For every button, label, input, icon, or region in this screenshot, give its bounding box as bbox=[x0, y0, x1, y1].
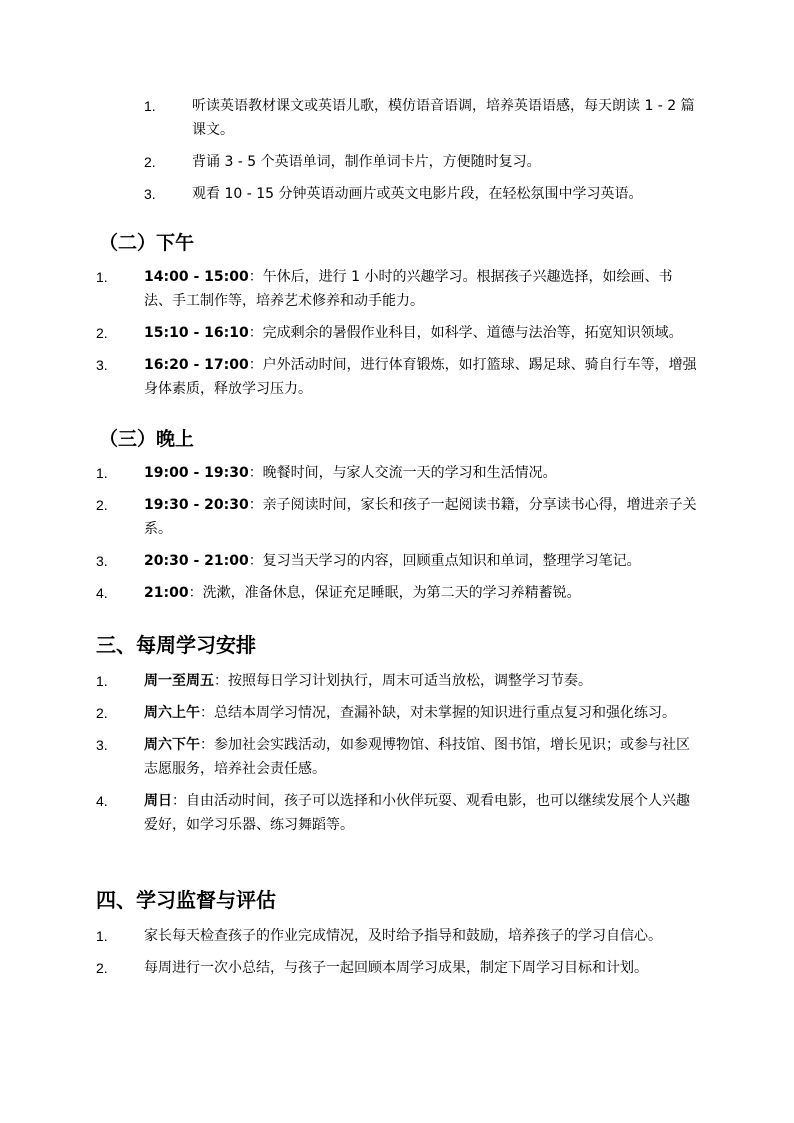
list-item bbox=[0, 265, 794, 313]
list-text: 每周进行一次小总结，与孩子一起回顾本周学习成果，制定下周学习目标和计划。 bbox=[144, 960, 648, 976]
list-item bbox=[0, 581, 794, 605]
list-number: 2. bbox=[96, 325, 108, 341]
section-heading-afternoon: （二）下午 bbox=[99, 232, 195, 254]
list-number: 4. bbox=[96, 585, 108, 601]
list-text: ：复习当天学习的内容，回顾重点知识和单词，整理学习笔记。 bbox=[248, 553, 641, 569]
list-text: ：自由活动时间，孩子可以选择和小伙伴玩耍、观看电影，也可以继续发展个人兴趣爱好，如学习乐器、练习舞蹈等。 bbox=[144, 793, 690, 833]
list-number: 2. bbox=[144, 154, 156, 170]
list-text: 观看 10 - 15 分钟英语动画片或英文电影片段，在轻松氛围中学习英语。 bbox=[192, 186, 643, 202]
list-number: 1. bbox=[144, 98, 156, 114]
list-number: 2. bbox=[96, 705, 108, 721]
time-range: 15:10 - 16:10 bbox=[144, 325, 249, 341]
list-item bbox=[0, 789, 794, 837]
list-number: 1. bbox=[96, 465, 108, 481]
list-number: 3. bbox=[96, 737, 108, 753]
list-number: 1. bbox=[96, 269, 108, 285]
section-heading-weekly: 三、每周学习安排 bbox=[96, 633, 256, 657]
day-label: 周六上午 bbox=[144, 705, 200, 721]
time-range: 20:30 - 21:00 bbox=[144, 553, 249, 569]
list-number: 1. bbox=[96, 673, 108, 689]
list-item bbox=[0, 493, 794, 541]
day-label: 周六下午 bbox=[144, 737, 200, 753]
evening-list bbox=[0, 461, 794, 613]
list-text: ：晚餐时间，与家人交流一天的学习和生活情况。 bbox=[248, 465, 557, 481]
list-item bbox=[0, 924, 758, 948]
list-item bbox=[0, 549, 794, 573]
list-text: ：完成剩余的暑假作业科目，如科学、道德与法治等，拓宽知识领域。 bbox=[248, 325, 683, 341]
list-item bbox=[0, 461, 794, 485]
section-heading-evening: （三）晚上 bbox=[99, 428, 195, 450]
list-text: 家长每天检查孩子的作业完成情况，及时给予指导和鼓励，培养孩子的学习自信心。 bbox=[144, 928, 662, 944]
list-item bbox=[0, 956, 758, 980]
weekly-list bbox=[0, 669, 794, 845]
list-text: ：参加社会实践活动，如参观博物馆、科技馆、图书馆，增长见识；或参与社区志愿服务，培养社会责任感。 bbox=[144, 737, 690, 777]
list-text: ：洗漱，准备休息，保证充足睡眠，为第二天的学习养精蓄锐。 bbox=[188, 585, 581, 601]
list-item bbox=[0, 353, 794, 401]
list-text: ：户外活动时间，进行体育锻炼，如打篮球、踢足球、骑自行车等，增强身体素质，释放学习压力。 bbox=[144, 357, 697, 397]
list-text: 背诵 3 - 5 个英语单词，制作单词卡片，方便随时复习。 bbox=[192, 154, 541, 170]
supervision-list bbox=[0, 924, 758, 988]
english-study-list bbox=[0, 94, 794, 214]
list-item bbox=[0, 733, 794, 781]
list-item bbox=[0, 182, 794, 206]
list-text: ：按照每日学习计划执行，周末可适当放松，调整学习节奏。 bbox=[214, 673, 592, 689]
list-number: 3. bbox=[96, 553, 108, 569]
list-number: 2. bbox=[96, 960, 108, 976]
time-range: 19:30 - 20:30 bbox=[144, 497, 249, 513]
day-label: 周日 bbox=[144, 793, 172, 809]
afternoon-list bbox=[0, 265, 794, 409]
list-text: 听读英语教材课文或英语儿歌，模仿语音语调，培养英语语感，每天朗读 1 - 2 篇课文。 bbox=[192, 98, 695, 138]
list-item bbox=[0, 321, 794, 345]
list-number: 1. bbox=[96, 928, 108, 944]
time-range: 14:00 - 15:00 bbox=[144, 269, 249, 285]
list-item bbox=[0, 669, 794, 693]
list-number: 3. bbox=[144, 186, 156, 202]
list-number: 2. bbox=[96, 497, 108, 513]
time-range: 21:00 bbox=[144, 585, 189, 601]
list-text: ：午休后，进行 1 小时的兴趣学习。根据孩子兴趣选择，如绘画、书法、手工制作等，培养艺术修养和动手能力。 bbox=[144, 269, 673, 309]
time-range: 19:00 - 19:30 bbox=[144, 465, 249, 481]
list-text: ：亲子阅读时间，家长和孩子一起阅读书籍，分享读书心得，增进亲子关系。 bbox=[144, 497, 697, 537]
time-range: 16:20 - 17:00 bbox=[144, 357, 249, 373]
list-item bbox=[0, 150, 794, 174]
day-label: 周一至周五 bbox=[144, 673, 214, 689]
list-text: ：总结本周学习情况，查漏补缺，对未掌握的知识进行重点复习和强化练习。 bbox=[200, 705, 676, 721]
list-number: 3. bbox=[96, 357, 108, 373]
list-number: 4. bbox=[96, 793, 108, 809]
list-item bbox=[0, 94, 794, 142]
section-heading-supervision: 四、学习监督与评估 bbox=[96, 888, 276, 912]
list-item bbox=[0, 701, 794, 725]
